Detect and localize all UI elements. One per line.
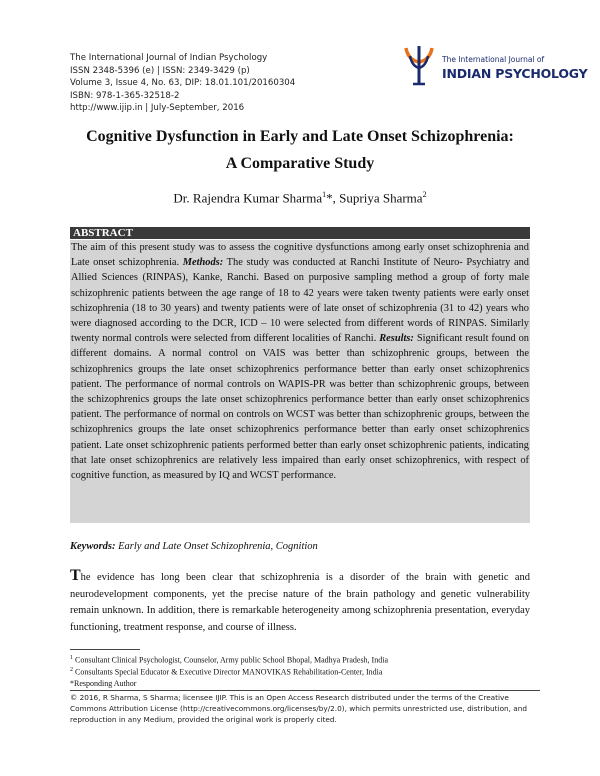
journal-name: The International Journal of Indian Psychology [70, 53, 268, 63]
author-1-mark: 1 [322, 190, 327, 199]
results-label: Results: [379, 333, 414, 345]
footnote-1-text: Consultant Clinical Psychologist, Counselor, Army public School Bhopal, Madhya Pradesh, India [73, 655, 388, 665]
methods-label: Methods: [182, 257, 224, 269]
logo-title: INDIAN PSYCHOLOGY [442, 66, 588, 81]
author-2-mark: 2 [422, 190, 427, 199]
license-notice: © 2016, R Sharma, S Sharma; licensee IJIP. This is an Open Access Research distributed under the terms of the Creative Commons Attribution License (http://creativecommons.org/licenses/by/2.0), which permits unrestricted use, distribution, and reproduction in any Medium, provided the original work is properly cited. [70, 690, 540, 726]
keywords-value: Early and Late Onset Schizophrenia, Cognition [115, 541, 318, 552]
volume-info: Volume 3, Issue 4, No. 63, DIP: 18.01.101/20160304 [70, 78, 296, 89]
footnote-2 [70, 667, 540, 677]
journal-header [70, 52, 370, 115]
author-1-star: *, [326, 190, 340, 206]
footnote-3: *Responding Author [70, 679, 137, 688]
trident-logo-icon [398, 44, 440, 88]
author-2: Supriya Sharma [339, 190, 423, 206]
footnote-2-mark: 2 [70, 667, 73, 673]
keywords-label: Keywords: [70, 541, 116, 552]
url-date[interactable]: http://www.ijip.in | July-September, 2016 [70, 103, 245, 114]
footnote-divider [70, 649, 140, 650]
introduction-paragraph [70, 568, 530, 636]
footnote-1 [70, 655, 540, 665]
abstract-heading: ABSTRACT [70, 227, 530, 239]
footnote-2-text: Consultants Special Educator & Executive Director MANOVIKAS Rehabilitation-Center, India [73, 667, 383, 677]
footnote-1-mark: 1 [70, 655, 73, 661]
drop-cap: T [70, 567, 81, 584]
abstract-aim: The aim of this present study was to assess the cognitive dysfunctions among early onset schizophrenia and Late onset schizophrenia. [71, 242, 529, 269]
abstract-methods: The study was conducted at Ranchi Institute of Neuro- Psychiatry and Allied Sciences (RINPAS), Kanke, Ranchi. Based on purposive sampling method a group of forty male schizophrenic patients between the age range of 18 to 42 years were taken twenty patients were early onset schizophrenia (18 to 30 years) and twenty patients were of late onset of schizophrenia (31 to 42) years who were diagnosed according to the DCR, ICD – 10 were selected from different words of RINPAS. Similarly twenty normal controls were selected from different localities of Ranchi. [71, 257, 529, 345]
issn: ISSN 2348-5396 (e) | ISSN: 2349-3429 (p) [70, 65, 250, 76]
abstract-body [70, 240, 530, 523]
abstract-results: Significant result found on different domains. A normal control on VAIS was better than schizophrenic groups, between the schizophrenics groups the late onset schizophrenics performance better than early onset schizophrenics patient. The performance of normal controls on WAPIS-PR was better than schizophrenic groups, between the schizophrenics groups the late onset schizophrenics performance better than early onset schizophrenics patient. The performance of normal on controls on WCST was better than schizophrenic groups, between the schizophrenics groups the late onset schizophrenics performance better than early onset schizophrenics patient. Late onset schizophrenic patients performed better than early onset schizophrenic patients, indicating that late onset schizophrenics are relatively less impaired than early onset schizophrenics, with respect of cognitive function, as measured by IQ and WCST performance. [71, 333, 529, 482]
authors [60, 190, 540, 206]
isbn: ISBN: 978-1-365-32518-2 [70, 90, 180, 101]
logo-subtitle: The International Journal of [442, 55, 545, 64]
intro-text: he evidence has long been clear that schizophrenia is a disorder of the brain with genetic and neurodevelopment components, yet the precise nature of the brain pathology and genetic vulnerability remain unknown. In addition, there is remarkable heterogeneity among schizophrenia presentation, everyday functioning, treatment response, and course of illness. [70, 572, 530, 633]
paper-title-line1: Cognitive Dysfunction in Early and Late Onset Schizophrenia: [86, 128, 514, 145]
author-1: Dr. Rajendra Kumar Sharma [173, 190, 323, 206]
keywords [70, 541, 318, 552]
journal-logo [398, 44, 588, 88]
paper-title-line2: A Comparative Study [225, 155, 375, 172]
